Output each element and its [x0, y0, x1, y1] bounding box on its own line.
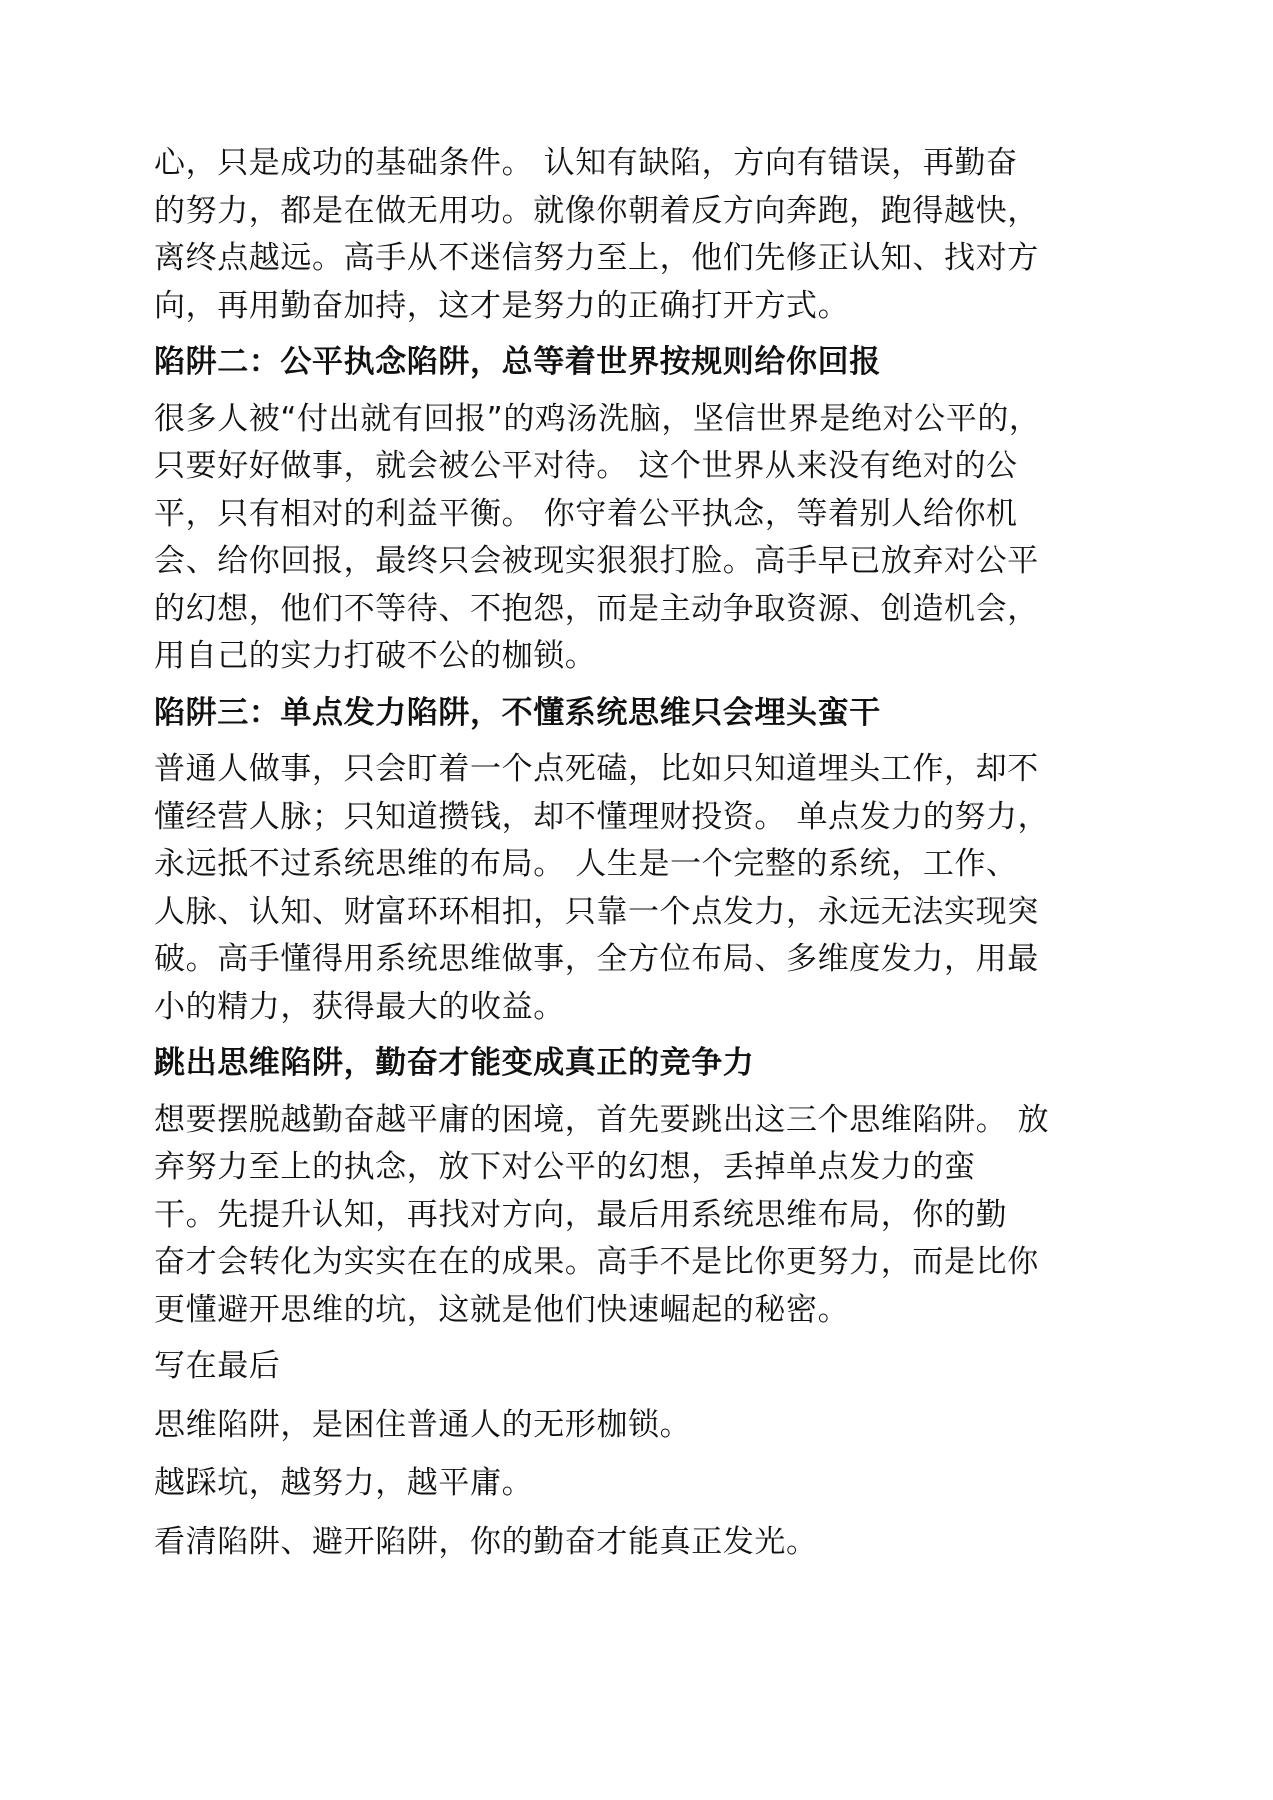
closing-title: 写在最后 — [154, 1348, 281, 1384]
paragraph-escape-traps — [154, 1097, 1124, 1335]
closing-line-1: 思维陷阱，是困住普通人的无形枷锁。 — [154, 1406, 692, 1443]
text-line: 懂经营人脉；只知道攒钱，却不懂理财投资。 单点发力的努力， — [154, 798, 1050, 835]
text-line: 人脉、认知、财富环环相扣，只靠一个点发力，永远无法实现突 — [154, 893, 1039, 930]
text-line: 干。先提升认知，再找对方向，最后用系统思维布局，你的勤 — [154, 1196, 1008, 1233]
closing-line-2: 越踩坑，越努力，越平庸。 — [154, 1465, 534, 1501]
text-line: 向，再用勤奋加持，这才是努力的正确打开方式。 — [154, 287, 850, 324]
text-line: 只要好好做事，就会被公平对待。 这个世界从来没有绝对的公 — [154, 448, 1018, 484]
text-line: 很多人被“付出就有回报”的鸡汤洗脑，坚信世界是绝对公平的， — [154, 400, 1041, 437]
text-line: 奋才会转化为实实在在的成果。高手不是比你更努力，而是比你 — [154, 1244, 1039, 1280]
text-line: 平，只有相对的利益平衡。 你守着公平执念，等着别人给你机 — [154, 495, 1018, 532]
text-line: 离终点越远。高手从不迷信努力至上，他们先修正认知、找对方 — [154, 240, 1039, 276]
document-page — [154, 140, 1124, 1577]
closing-line-3: 看清陷阱、避开陷阱，你的勤奋才能真正发光。 — [154, 1523, 818, 1560]
text-line: 更懂避开思维的坑，这就是他们快速崛起的秘密。 — [154, 1291, 850, 1328]
text-line: 弃努力至上的执念，放下对公平的幻想，丢掉单点发力的蛮 — [154, 1149, 976, 1185]
text-line: 永远抵不过系统思维的布局。 人生是一个完整的系统，工作、 — [154, 846, 1018, 882]
paragraph-single-point-trap — [154, 746, 1124, 1031]
paragraph-fairness-trap — [154, 396, 1124, 681]
text-line: 的努力，都是在做无用功。就像你朝着反方向奔跑，跑得越快， — [154, 192, 1039, 229]
text-line: 想要摆脱越勤奋越平庸的困境，首先要跳出这三个思维陷阱。 放 — [154, 1101, 1050, 1138]
text-line: 用自己的实力打破不公的枷锁。 — [154, 638, 597, 674]
heading-escape-traps: 跳出思维陷阱，勤奋才能变成真正的竞争力 — [154, 1045, 755, 1081]
heading-trap-three: 陷阱三：单点发力陷阱，不懂系统思维只会埋头蛮干 — [154, 694, 881, 731]
heading-trap-two: 陷阱二：公平执念陷阱，总等着世界按规则给你回报 — [154, 344, 881, 380]
text-line: 普通人做事，只会盯着一个点死磕，比如只知道埋头工作，却不 — [154, 751, 1039, 787]
text-line: 破。高手懂得用系统思维做事，全方位布局、多维度发力，用最 — [154, 941, 1039, 977]
text-line: 的幻想，他们不等待、不抱怨，而是主动争取资源、创造机会， — [154, 590, 1039, 627]
text-line: 小的精力，获得最大的收益。 — [154, 988, 565, 1025]
paragraph-effort-trap-end — [154, 140, 1124, 330]
text-line: 心，只是成功的基础条件。 认知有缺陷，方向有错误，再勤奋 — [154, 145, 1018, 181]
text-line: 会、给你回报，最终只会被现实狠狠打脸。高手早已放弃对公平 — [154, 543, 1039, 579]
